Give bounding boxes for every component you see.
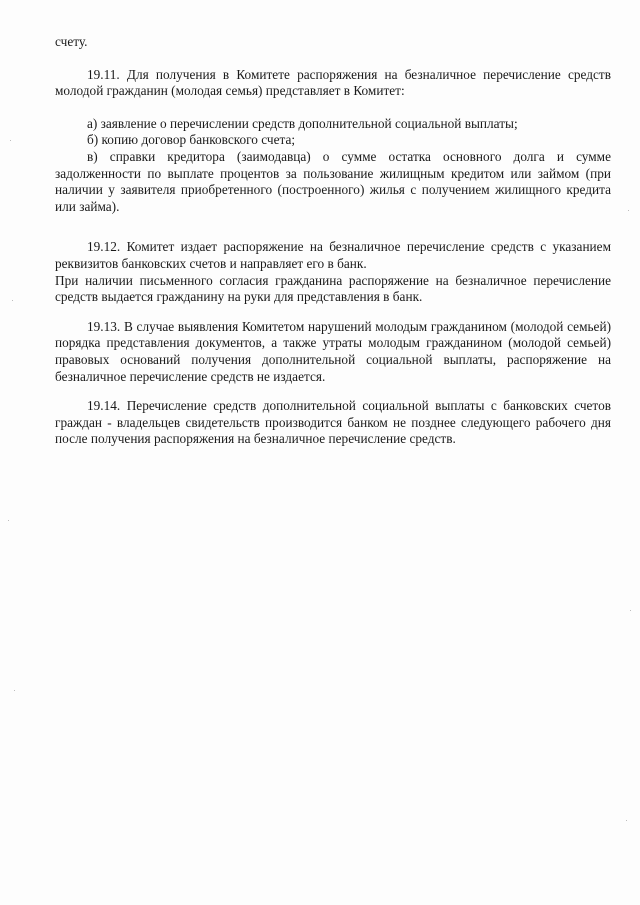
scan-speck — [14, 690, 15, 691]
continuation-line: счету. — [55, 34, 88, 49]
scan-speck — [10, 140, 11, 141]
list-item-a: а) заявление о перечислении средств дополнительной социальной выплаты; — [87, 115, 518, 131]
scan-speck — [8, 520, 9, 521]
paragraph-19-13: 19.13. В случае выявления Комитетом нарушений молодым гражданином (молодой семьей) порядка представления документов, а также утраты молодым гражданином (молодой семьей) правовых оснований получения дополнительной социальной выплаты, распоряжение на безналичное перечисление средств не издается. — [55, 318, 611, 384]
scan-speck — [626, 820, 627, 821]
paragraph-19-14: 19.14. Перечисление средств дополнительной социальной выплаты с банковских счетов граждан - владельцев свидетельств производится банком не позднее следующего рабочего дня после получения распоряжения на безналичное перечисление средств. — [55, 398, 611, 447]
scan-speck — [630, 610, 631, 611]
paragraph-19-12-consent: При наличии письменного согласия гражданина распоряжение на безналичное перечисление средств выдается гражданину на руки для представления в банк. — [55, 272, 611, 305]
paragraph-19-11: 19.11. Для получения в Комитете распоряжения на безналичное перечисление средств молодой гражданин (молодая семья) представляет в Комитет: — [55, 66, 611, 99]
scan-speck — [628, 210, 629, 211]
scan-speck — [12, 300, 13, 301]
paragraph-19-12: 19.12. Комитет издает распоряжение на безналичное перечисление средств с указанием реквизитов банковских счетов и направляет его в банк. — [55, 239, 611, 271]
list-item-v: в) справки кредитора (заимодавца) о сумме остатка основного долга и сумме задолженности по выплате процентов за пользование жилищным кредитом или займом (при наличии у заявителя приобретенного (построенного) жилья с получением жилищного кредита или займа). — [55, 148, 611, 214]
list-item-b: б) копию договор банковского счета; — [87, 132, 296, 148]
document-body — [55, 34, 611, 448]
